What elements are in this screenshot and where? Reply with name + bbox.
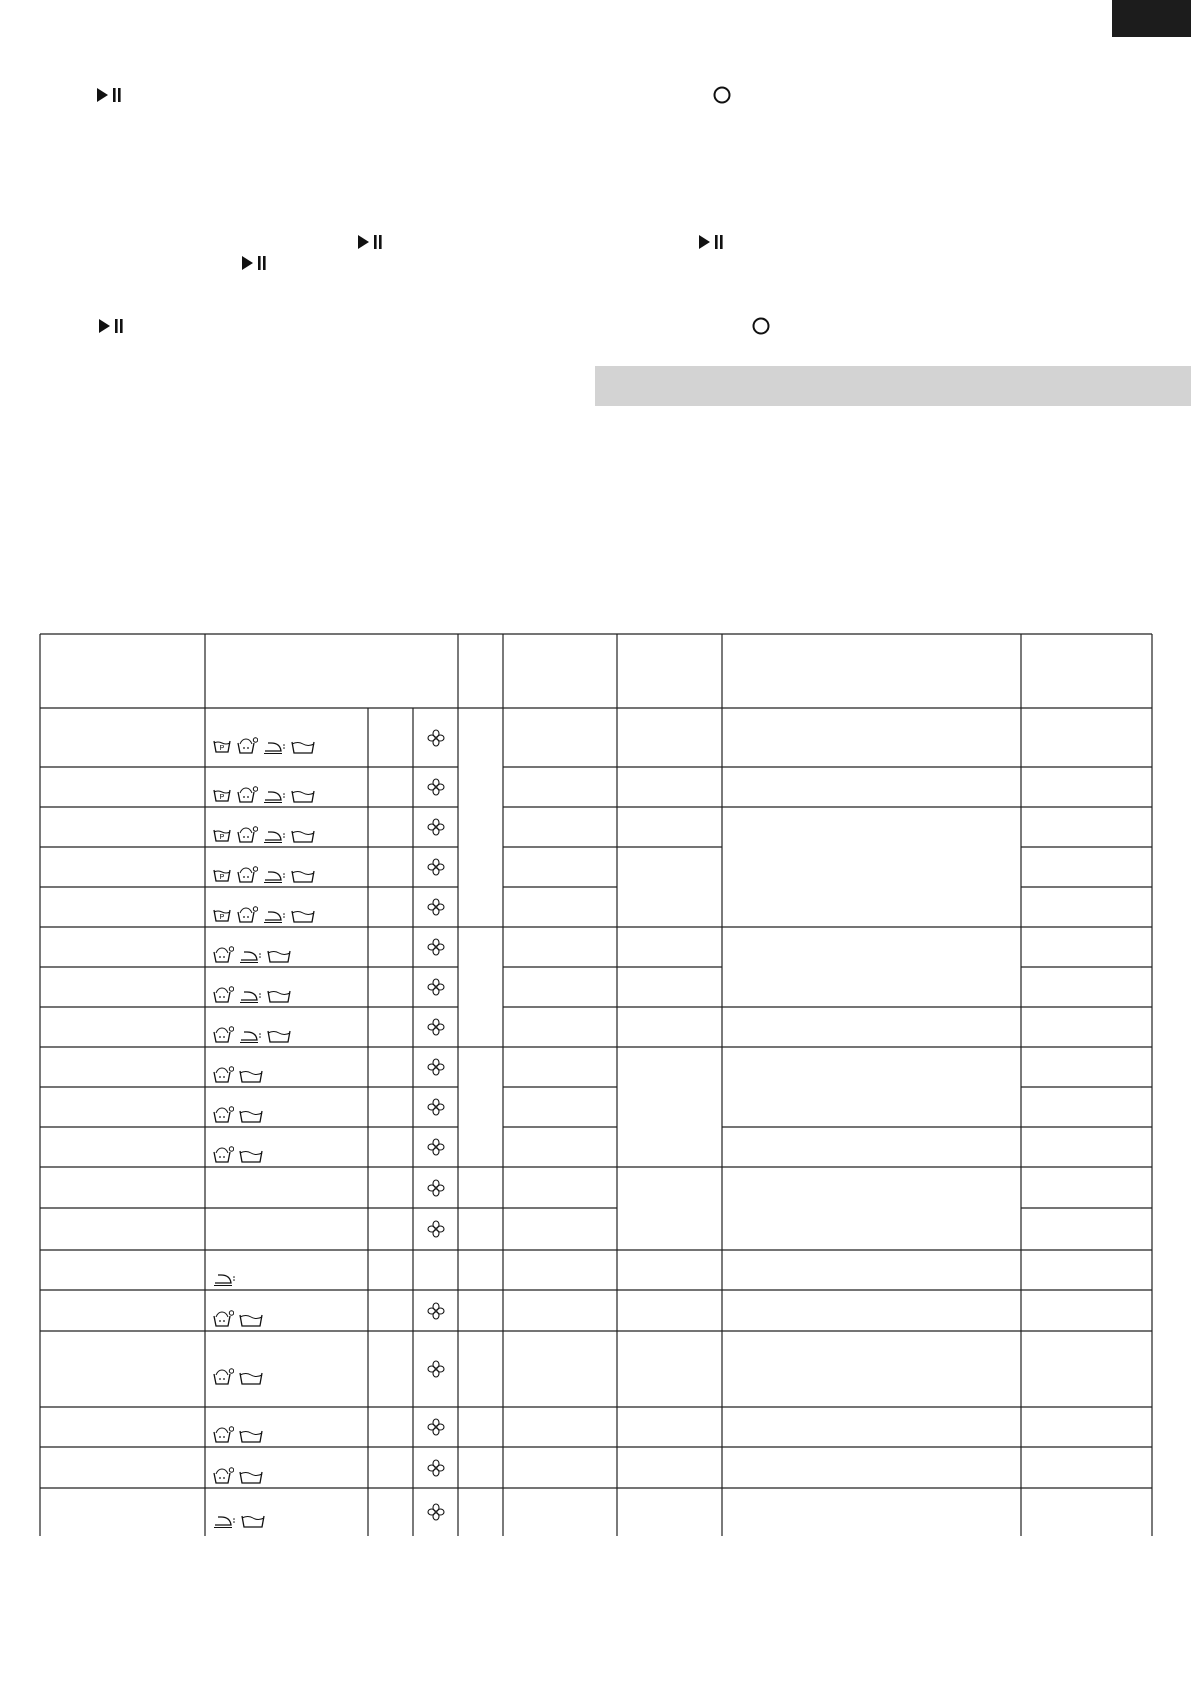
iron-dots-care-icon — [262, 739, 286, 755]
tub-dots-care-icon — [212, 1310, 234, 1328]
spin-flower-icon — [427, 1058, 445, 1076]
tub-dots-care-icon — [236, 906, 258, 924]
tub-care-icon — [238, 1108, 264, 1124]
care-symbols — [212, 858, 316, 884]
svg-text:P: P — [219, 794, 225, 801]
care-symbols — [212, 1418, 264, 1444]
spin-flower-icon — [427, 1302, 445, 1320]
care-symbols — [212, 1360, 264, 1386]
tub-care-icon — [238, 1370, 264, 1386]
tub-dots-care-icon — [212, 1066, 234, 1084]
tub-care-icon — [238, 1148, 264, 1164]
tub-care-icon — [266, 948, 292, 964]
iron-dots-care-icon — [212, 1271, 236, 1287]
tub-dots-care-icon — [212, 1146, 234, 1164]
care-symbols — [212, 729, 316, 755]
svg-text:P: P — [219, 874, 225, 881]
svg-text:P: P — [219, 914, 225, 921]
iron-dots-care-icon — [262, 908, 286, 924]
care-symbols — [212, 1098, 264, 1124]
care-symbols — [212, 1018, 292, 1044]
care-symbols — [212, 1302, 264, 1328]
care-symbols — [212, 1503, 266, 1529]
spin-flower-icon — [427, 729, 445, 747]
spin-flower-icon — [427, 978, 445, 996]
care-symbols — [212, 898, 316, 924]
care-symbols — [212, 978, 292, 1004]
tub-care-icon — [240, 1513, 266, 1529]
tub-care-icon — [290, 739, 316, 755]
tub-care-icon — [266, 1028, 292, 1044]
tub-care-icon — [238, 1428, 264, 1444]
tub-p-care-icon — [212, 737, 232, 755]
tub-care-icon — [238, 1312, 264, 1328]
tub-dots-care-icon — [236, 866, 258, 884]
tub-p-care-icon — [212, 866, 232, 884]
iron-dots-care-icon — [238, 948, 262, 964]
spin-flower-icon — [427, 1418, 445, 1436]
tub-dots-care-icon — [212, 1026, 234, 1044]
tub-dots-care-icon — [212, 986, 234, 1004]
tub-dots-care-icon — [212, 946, 234, 964]
care-symbols — [212, 1261, 236, 1287]
care-symbols — [212, 778, 316, 804]
tub-care-icon — [290, 868, 316, 884]
tub-care-icon — [238, 1068, 264, 1084]
spin-flower-icon — [427, 858, 445, 876]
tub-dots-care-icon — [236, 786, 258, 804]
tub-care-icon — [290, 788, 316, 804]
iron-dots-care-icon — [262, 868, 286, 884]
iron-dots-care-icon — [262, 788, 286, 804]
spin-flower-icon — [427, 778, 445, 796]
tub-care-icon — [290, 908, 316, 924]
spin-flower-icon — [427, 898, 445, 916]
spin-flower-icon — [427, 1220, 445, 1238]
iron-dots-care-icon — [262, 828, 286, 844]
svg-text:P: P — [219, 744, 225, 752]
care-symbols — [212, 1058, 264, 1084]
spin-flower-icon — [427, 818, 445, 836]
care-symbols — [212, 818, 316, 844]
spin-flower-icon — [427, 1138, 445, 1156]
tub-care-icon — [266, 988, 292, 1004]
tub-dots-care-icon — [212, 1368, 234, 1386]
spin-flower-icon — [427, 1459, 445, 1477]
svg-text:P: P — [219, 834, 225, 841]
care-symbols — [212, 938, 292, 964]
tub-p-care-icon — [212, 906, 232, 924]
tub-p-care-icon — [212, 786, 232, 804]
tub-care-icon — [238, 1469, 264, 1485]
tub-p-care-icon — [212, 826, 232, 844]
tub-dots-care-icon — [212, 1106, 234, 1124]
iron-dots-care-icon — [238, 988, 262, 1004]
spin-flower-icon — [427, 938, 445, 956]
tub-dots-care-icon — [212, 1426, 234, 1444]
spin-flower-icon — [427, 1098, 445, 1116]
tub-dots-care-icon — [236, 826, 258, 844]
care-symbols — [212, 1459, 264, 1485]
spin-flower-icon — [427, 1179, 445, 1197]
iron-dots-care-icon — [212, 1513, 236, 1529]
spin-flower-icon — [427, 1503, 445, 1521]
iron-dots-care-icon — [238, 1028, 262, 1044]
tub-dots-care-icon — [236, 737, 258, 755]
spin-flower-icon — [427, 1360, 445, 1378]
spin-flower-icon — [427, 1018, 445, 1036]
care-symbols — [212, 1138, 264, 1164]
tub-dots-care-icon — [212, 1467, 234, 1485]
tub-care-icon — [290, 828, 316, 844]
